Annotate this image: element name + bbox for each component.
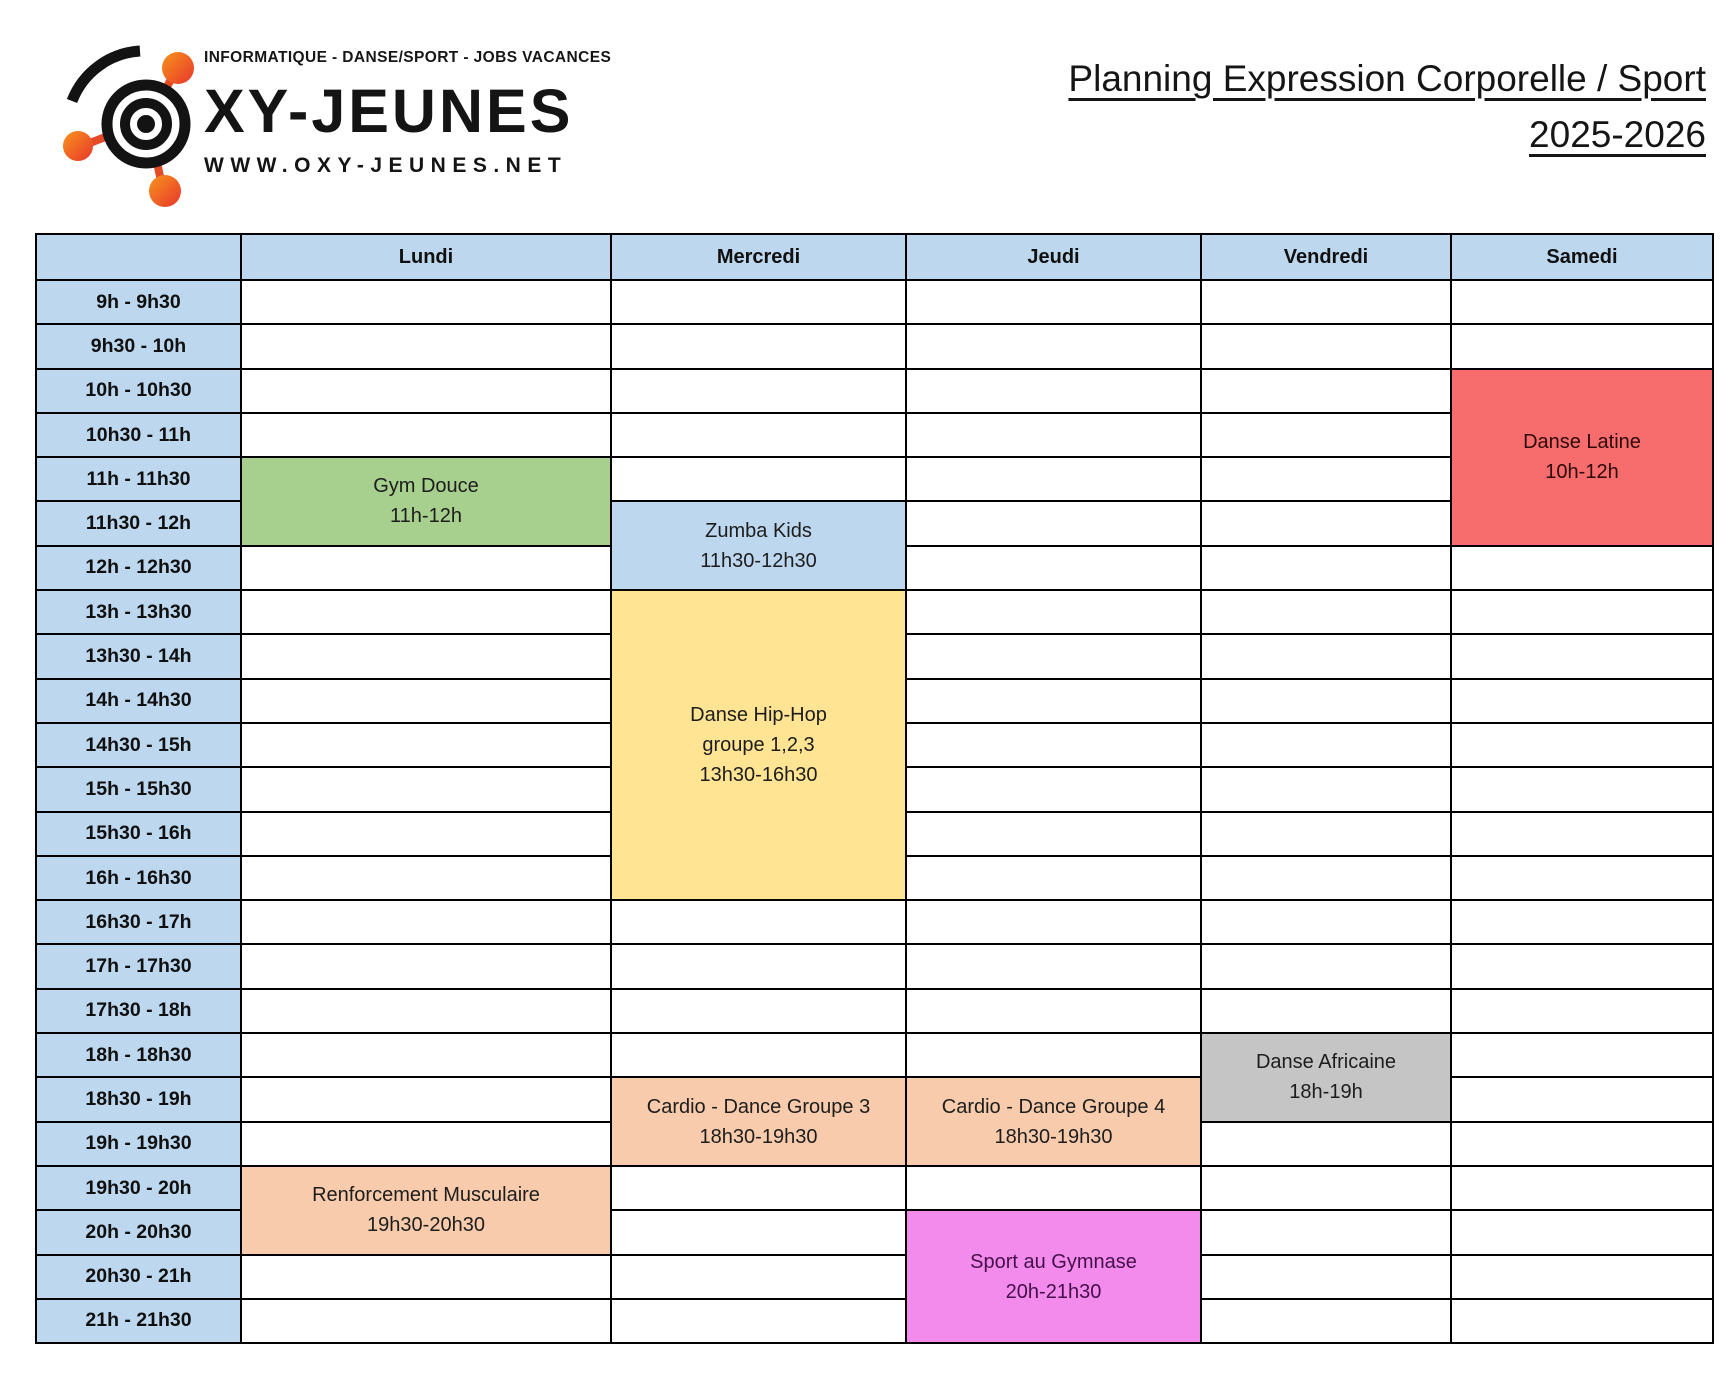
time-slot-label: 17h30 - 18h bbox=[36, 989, 241, 1033]
event-renforcement-musculaire bbox=[241, 1166, 611, 1255]
schedule-cell bbox=[1201, 457, 1451, 501]
schedule-cell bbox=[241, 369, 611, 413]
logo-tagline: INFORMATIQUE - DANSE/SPORT - JOBS VACANCES bbox=[204, 49, 612, 66]
time-slot-label: 13h - 13h30 bbox=[36, 590, 241, 634]
event-text-line: Zumba Kids bbox=[705, 519, 812, 542]
schedule-cell bbox=[1451, 1166, 1713, 1210]
time-slot-label: 12h - 12h30 bbox=[36, 546, 241, 590]
schedule-cell bbox=[906, 324, 1201, 368]
schedule-cell bbox=[1201, 767, 1451, 811]
time-slot-label: 11h - 11h30 bbox=[36, 457, 241, 501]
schedule-cell bbox=[241, 944, 611, 988]
schedule-cell bbox=[241, 900, 611, 944]
schedule-cell bbox=[1451, 634, 1713, 678]
event-danse-hip-hop-groupe-1-2-3 bbox=[611, 590, 906, 900]
schedule-cell bbox=[241, 856, 611, 900]
schedule-cell bbox=[906, 723, 1201, 767]
schedule-cell bbox=[1201, 856, 1451, 900]
schedule-cell bbox=[1201, 280, 1451, 324]
schedule-cell bbox=[906, 1166, 1201, 1210]
schedule-cell bbox=[1201, 989, 1451, 1033]
schedule-cell bbox=[241, 1299, 611, 1343]
schedule-cell bbox=[611, 369, 906, 413]
day-header-samedi: Samedi bbox=[1451, 234, 1713, 280]
event-zumba-kids bbox=[611, 501, 906, 590]
time-slot-label: 10h - 10h30 bbox=[36, 369, 241, 413]
schedule-cell bbox=[1201, 900, 1451, 944]
schedule-cell bbox=[906, 369, 1201, 413]
schedule-cell bbox=[611, 1299, 906, 1343]
day-header-jeudi: Jeudi bbox=[906, 234, 1201, 280]
time-slot-label: 13h30 - 14h bbox=[36, 634, 241, 678]
schedule-cell bbox=[1451, 1255, 1713, 1299]
logo bbox=[52, 38, 611, 210]
event-text-line: Cardio - Dance Groupe 4 bbox=[941, 1095, 1166, 1118]
event-cardio-dance-groupe-4 bbox=[906, 1077, 1201, 1166]
schedule-cell bbox=[1201, 324, 1451, 368]
schedule-cell bbox=[1451, 723, 1713, 767]
schedule-cell bbox=[611, 457, 906, 501]
schedule-cell bbox=[241, 1033, 611, 1077]
time-slot-label: 15h30 - 16h bbox=[36, 812, 241, 856]
schedule-cell bbox=[1451, 767, 1713, 811]
schedule-cell bbox=[906, 546, 1201, 590]
schedule-cell bbox=[241, 1122, 611, 1166]
schedule-cell bbox=[1451, 546, 1713, 590]
schedule-cell bbox=[1201, 1210, 1451, 1254]
schedule-cell bbox=[1201, 944, 1451, 988]
event-text-line: 11h-12h bbox=[390, 505, 462, 528]
event-danse-africaine bbox=[1201, 1033, 1451, 1122]
schedule-cell bbox=[1201, 634, 1451, 678]
time-slot-label: 14h30 - 15h bbox=[36, 723, 241, 767]
schedule-cell bbox=[1201, 1166, 1451, 1210]
schedule-cell bbox=[1451, 1033, 1713, 1077]
day-header-vendredi: Vendredi bbox=[1201, 234, 1451, 280]
schedule-cell bbox=[1451, 590, 1713, 634]
day-header-lundi: Lundi bbox=[241, 234, 611, 280]
schedule-cell bbox=[906, 634, 1201, 678]
schedule-cell bbox=[1451, 280, 1713, 324]
schedule-cell bbox=[906, 501, 1201, 545]
schedule-cell bbox=[906, 457, 1201, 501]
schedule-cell bbox=[1451, 324, 1713, 368]
schedule-cell bbox=[611, 1033, 906, 1077]
event-text-line: 10h-12h bbox=[1545, 461, 1619, 484]
time-slot-label: 16h30 - 17h bbox=[36, 900, 241, 944]
schedule-cell bbox=[1201, 812, 1451, 856]
time-slot-label: 15h - 15h30 bbox=[36, 767, 241, 811]
schedule-cell bbox=[1201, 546, 1451, 590]
schedule-cell bbox=[1451, 856, 1713, 900]
schedule-cell bbox=[906, 900, 1201, 944]
schedule-cell bbox=[611, 280, 906, 324]
time-slot-label: 21h - 21h30 bbox=[36, 1299, 241, 1343]
event-text-line: 11h30-12h30 bbox=[700, 549, 817, 572]
event-text-line: Danse Hip-Hop bbox=[690, 704, 827, 727]
schedule-cell bbox=[1451, 1122, 1713, 1166]
event-text-line: Danse Latine bbox=[1523, 431, 1641, 454]
time-slot-label: 14h - 14h30 bbox=[36, 679, 241, 723]
event-text-line: 18h30-19h30 bbox=[699, 1125, 818, 1148]
event-text-line: 13h30-16h30 bbox=[699, 764, 818, 787]
schedule-cell bbox=[1201, 1255, 1451, 1299]
schedule-cell bbox=[906, 679, 1201, 723]
schedule-cell bbox=[241, 324, 611, 368]
schedule-cell bbox=[611, 989, 906, 1033]
schedule-cell bbox=[1451, 989, 1713, 1033]
schedule-cell bbox=[1201, 723, 1451, 767]
schedule-cell bbox=[1451, 1299, 1713, 1343]
schedule-cell bbox=[906, 944, 1201, 988]
schedule-cell bbox=[906, 989, 1201, 1033]
page-subtitle: 2025-2026 bbox=[1529, 114, 1706, 155]
schedule-cell bbox=[241, 280, 611, 324]
event-gym-douce bbox=[241, 457, 611, 546]
schedule-cell bbox=[241, 413, 611, 457]
time-slot-label: 20h30 - 21h bbox=[36, 1255, 241, 1299]
schedule-cell bbox=[241, 723, 611, 767]
schedule-cell bbox=[906, 856, 1201, 900]
event-text-line: groupe 1,2,3 bbox=[702, 734, 815, 757]
schedule-cell bbox=[1201, 1122, 1451, 1166]
time-slot-label: 18h30 - 19h bbox=[36, 1077, 241, 1121]
event-text-line: 18h30-19h30 bbox=[994, 1125, 1113, 1148]
schedule-cell bbox=[241, 989, 611, 1033]
event-text-line: 20h-21h30 bbox=[1005, 1280, 1102, 1303]
event-text-line: Sport au Gymnase bbox=[970, 1250, 1137, 1273]
time-slot-label: 16h - 16h30 bbox=[36, 856, 241, 900]
logo-text bbox=[204, 38, 611, 178]
title-block bbox=[1068, 58, 1706, 156]
schedule-cell bbox=[241, 1255, 611, 1299]
schedule-cell bbox=[1451, 900, 1713, 944]
schedule-cell bbox=[906, 812, 1201, 856]
schedule-cell bbox=[1451, 1210, 1713, 1254]
schedule-cell bbox=[611, 324, 906, 368]
schedule-cell bbox=[611, 900, 906, 944]
time-slot-label: 11h30 - 12h bbox=[36, 501, 241, 545]
schedule-cell bbox=[1201, 501, 1451, 545]
schedule-cell bbox=[241, 590, 611, 634]
page-title: Planning Expression Corporelle / Sport bbox=[1068, 58, 1706, 99]
event-text-line: Gym Douce bbox=[373, 475, 479, 498]
schedule-cell bbox=[241, 1077, 611, 1121]
schedule-corner-cell bbox=[36, 234, 241, 280]
time-slot-label: 19h - 19h30 bbox=[36, 1122, 241, 1166]
time-slot-label: 10h30 - 11h bbox=[36, 413, 241, 457]
schedule-cell bbox=[241, 546, 611, 590]
schedule-cell bbox=[1201, 1299, 1451, 1343]
time-slot-label: 19h30 - 20h bbox=[36, 1166, 241, 1210]
schedule-cell bbox=[1451, 812, 1713, 856]
logo-name: XY-JEUNES bbox=[204, 77, 574, 145]
target-molecule-icon bbox=[52, 38, 202, 210]
time-slot-label: 18h - 18h30 bbox=[36, 1033, 241, 1077]
schedule-cell bbox=[1451, 1077, 1713, 1121]
event-cardio-dance-groupe-3 bbox=[611, 1077, 906, 1166]
schedule-cell bbox=[611, 1255, 906, 1299]
day-header-mercredi: Mercredi bbox=[611, 234, 906, 280]
schedule-cell bbox=[611, 1210, 906, 1254]
logo-website: WWW.OXY-JEUNES.NET bbox=[204, 154, 568, 177]
schedule-cell bbox=[611, 413, 906, 457]
schedule-cell bbox=[906, 590, 1201, 634]
schedule-cell bbox=[241, 634, 611, 678]
schedule-cell bbox=[906, 767, 1201, 811]
event-text-line: Renforcement Musculaire bbox=[312, 1184, 540, 1207]
time-slot-label: 17h - 17h30 bbox=[36, 944, 241, 988]
schedule-cell bbox=[1451, 944, 1713, 988]
schedule-cell bbox=[906, 280, 1201, 324]
schedule-cell bbox=[241, 812, 611, 856]
schedule-cell bbox=[1201, 679, 1451, 723]
schedule-cell bbox=[611, 1166, 906, 1210]
schedule-table bbox=[35, 233, 1714, 1344]
schedule-cell bbox=[241, 767, 611, 811]
schedule-cell bbox=[1201, 369, 1451, 413]
schedule-cell bbox=[611, 944, 906, 988]
time-slot-label: 9h - 9h30 bbox=[36, 280, 241, 324]
schedule-cell bbox=[906, 413, 1201, 457]
time-slot-label: 20h - 20h30 bbox=[36, 1210, 241, 1254]
event-text-line: Danse Africaine bbox=[1255, 1051, 1397, 1074]
time-slot-label: 9h30 - 10h bbox=[36, 324, 241, 368]
event-text-line: 19h30-20h30 bbox=[367, 1214, 485, 1237]
schedule-cell bbox=[241, 679, 611, 723]
event-text-line: Cardio - Dance Groupe 3 bbox=[646, 1095, 871, 1118]
schedule-cell bbox=[1201, 413, 1451, 457]
schedule-cell bbox=[1201, 590, 1451, 634]
schedule-cell bbox=[906, 1033, 1201, 1077]
event-danse-latine bbox=[1451, 369, 1713, 546]
schedule-cell bbox=[1451, 679, 1713, 723]
event-text-line: 18h-19h bbox=[1289, 1081, 1363, 1104]
event-sport-au-gymnase bbox=[906, 1210, 1201, 1343]
